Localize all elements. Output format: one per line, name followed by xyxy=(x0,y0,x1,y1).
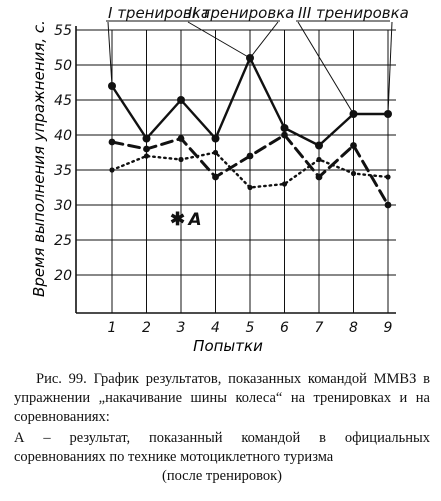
x-tick-label-1: 1 xyxy=(107,320,117,336)
x-tick-label-2: 2 xyxy=(142,320,151,336)
x-tick-label-4: 4 xyxy=(211,320,220,336)
series-2-point-5 xyxy=(247,153,254,160)
tick-labels xyxy=(54,23,392,336)
series-2-point-4 xyxy=(212,174,219,181)
y-tick-label-50: 50 xyxy=(54,58,72,74)
annotation-a xyxy=(170,209,202,230)
y-tick-label-25: 25 xyxy=(54,233,72,249)
series-2-point-1 xyxy=(109,139,116,146)
series-3-point-3 xyxy=(178,157,183,162)
x-tick-label-8: 8 xyxy=(349,320,358,336)
x-tick-label-9: 9 xyxy=(383,320,393,336)
series-2-point-9 xyxy=(385,202,392,209)
y-tick-label-30: 30 xyxy=(54,198,72,214)
legend-leader-2 xyxy=(188,22,250,58)
legend-leader-3 xyxy=(250,22,278,58)
series-1-point-5 xyxy=(246,54,254,62)
series-3-point-2 xyxy=(144,153,149,158)
series-2-point-6 xyxy=(281,132,288,139)
series-1-point-6 xyxy=(281,124,289,132)
x-tick-label-6: 6 xyxy=(280,320,289,336)
series-3-point-1 xyxy=(109,167,114,172)
annotation-star: ✱ xyxy=(170,209,186,229)
series-3-point-5 xyxy=(247,185,252,190)
series-1-point-3 xyxy=(177,96,185,104)
x-tick-label-5: 5 xyxy=(245,320,255,336)
series-1-point-7 xyxy=(315,142,323,150)
y-axis-label: Время выполнения упражнения, с. xyxy=(30,20,48,297)
x-tick-label-3: 3 xyxy=(176,320,186,336)
y-tick-label-20: 20 xyxy=(54,268,72,284)
annotation-label: A xyxy=(188,210,202,230)
series-1-point-4 xyxy=(212,135,220,143)
series-1-point-1 xyxy=(108,82,116,90)
y-tick-label-40: 40 xyxy=(54,128,72,144)
x-tick-label-7: 7 xyxy=(314,320,324,336)
caption-note-end: (после тренировок) xyxy=(161,468,283,484)
y-tick-label-55: 55 xyxy=(54,23,72,39)
series-3-point-4 xyxy=(213,150,218,155)
series-3-point-7 xyxy=(316,157,321,162)
series-2-point-8 xyxy=(350,142,357,149)
series-2-point-2 xyxy=(143,146,150,153)
series-1-point-2 xyxy=(143,135,151,143)
y-tick-label-35: 35 xyxy=(54,163,72,179)
figure-caption xyxy=(14,370,430,486)
x-axis-label: Попытки xyxy=(193,337,263,355)
series-2-point-3 xyxy=(178,135,185,142)
series-1-point-8 xyxy=(350,110,358,118)
y-tick-label-45: 45 xyxy=(54,93,72,109)
caption-title: Рис. 99. График результатов, показанных командой ММВЗ в упражнении „накачивание шины колеса“ на тренировках и на соревнованиях: xyxy=(14,371,430,425)
series-3-point-6 xyxy=(282,181,287,186)
series-2-point-7 xyxy=(316,174,323,181)
series-3-point-8 xyxy=(351,171,356,176)
legend-leader-1 xyxy=(108,22,112,86)
legend xyxy=(106,4,409,22)
legend-entry-1: I тренировка xyxy=(108,4,211,22)
legend-entry-3: III тренировка xyxy=(298,4,409,22)
series-1-point-9 xyxy=(384,110,392,118)
series-3-point-9 xyxy=(385,174,390,179)
legend-entry-2: II тренировка xyxy=(188,4,295,22)
caption-note: А – результат, показанный командой в официальных соревнованиях по технике мотоциклетного туризма xyxy=(14,430,430,465)
